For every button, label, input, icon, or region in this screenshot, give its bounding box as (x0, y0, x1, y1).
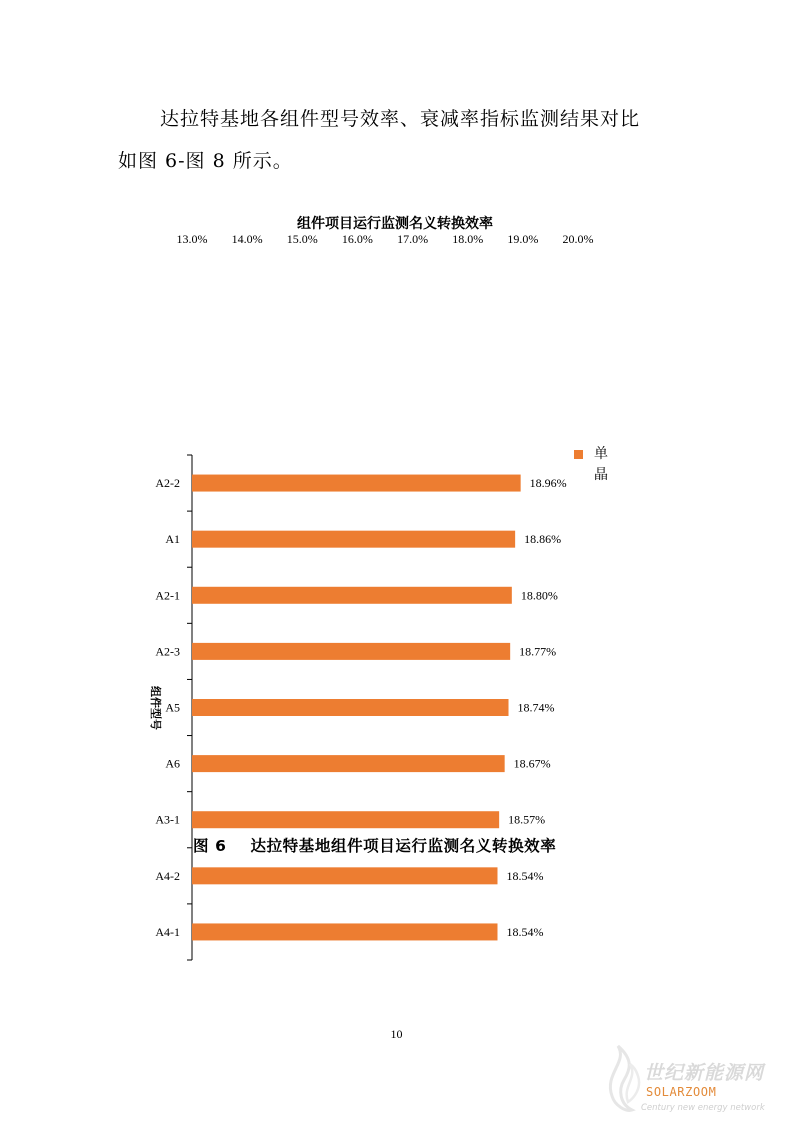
x-tick-label: 19.0% (507, 232, 539, 246)
bar (192, 923, 497, 940)
paragraph-line-1: 达拉特基地各组件型号效率、衰减率指标监测结果对比 (160, 108, 641, 130)
bar (192, 587, 512, 604)
data-label: 18.57% (508, 812, 546, 827)
data-label: 18.80% (520, 588, 558, 603)
watermark-logo (594, 1040, 794, 1122)
category-label: A6 (165, 756, 180, 771)
bar (192, 531, 515, 548)
category-label: A3-1 (155, 812, 180, 827)
data-label: 18.74% (517, 700, 555, 715)
category-label: A5 (165, 700, 180, 715)
bar (192, 811, 499, 828)
watermark-cn-text: 世纪新能源网 (644, 1062, 765, 1084)
data-label: 18.96% (529, 476, 567, 491)
watermark-en-text: Century new energy network (641, 1103, 765, 1113)
page-number: 10 (390, 1027, 403, 1041)
data-label: 18.54% (506, 924, 544, 939)
figure-caption (193, 834, 556, 856)
category-label: A2-3 (155, 644, 180, 659)
bar (192, 475, 521, 492)
legend-swatch (574, 450, 583, 459)
data-label: 18.54% (506, 868, 544, 883)
legend-label: 晶 (594, 468, 608, 483)
category-label: A2-1 (155, 588, 180, 603)
category-label: A2-2 (155, 476, 180, 491)
data-label: 18.86% (524, 532, 562, 547)
bar (192, 643, 510, 660)
bar (192, 699, 509, 716)
x-tick-label: 20.0% (562, 232, 594, 246)
x-tick-label: 17.0% (397, 232, 429, 246)
x-tick-label: 13.0% (176, 232, 208, 246)
legend-label: 单 (594, 447, 608, 462)
x-tick-label: 14.0% (231, 232, 263, 246)
x-tick-label: 16.0% (341, 232, 373, 246)
y-axis-label: 组件型号 (149, 686, 161, 730)
category-label: A1 (165, 532, 180, 547)
data-label: 18.67% (513, 756, 551, 771)
bar (192, 755, 505, 772)
watermark-brand: SOLARZOOM (646, 1085, 717, 1099)
x-tick-label: 15.0% (286, 232, 318, 246)
paragraph-line-2: 如图 6-图 8 所示。 (118, 150, 293, 172)
figure-caption-number: 图 6 (193, 837, 227, 855)
chart-title: 组件项目运行监测名义转换效率 (297, 217, 493, 232)
bar (192, 867, 497, 884)
x-tick-label: 18.0% (452, 232, 484, 246)
category-label: A4-1 (155, 924, 180, 939)
figure-caption-text: 达拉特基地组件项目运行监测名义转换效率 (250, 837, 557, 855)
category-label: A4-2 (155, 868, 180, 883)
data-label: 18.77% (519, 644, 557, 659)
